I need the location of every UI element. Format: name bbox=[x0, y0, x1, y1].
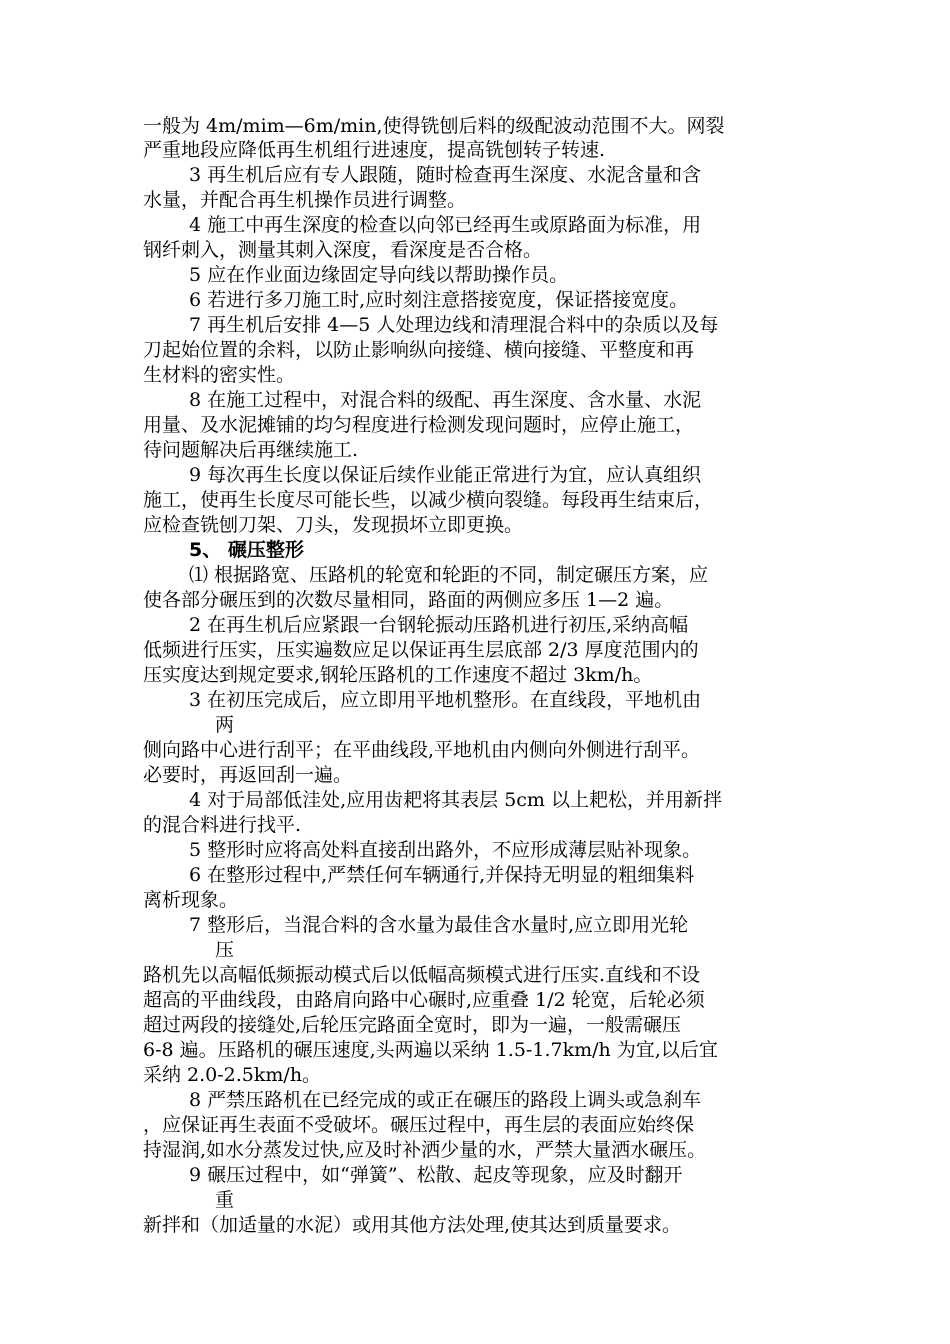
text-line: 4 对于局部低洼处,应用齿耙将其表层 5cm 以上耙松，并用新拌 bbox=[189, 789, 722, 811]
text-line: 用量、及水泥摊铺的均匀程度进行检测发现问题时，应停止施工， bbox=[143, 414, 695, 436]
text-line: 的混合料进行找平. bbox=[143, 814, 302, 836]
text-line: 3 在初压完成后，应立即用平地机整形。在直线段，平地机由 bbox=[189, 689, 702, 711]
text-line: 超高的平曲线段，由路肩向路中心碾时,应重叠 1/2 轮宽，后轮必须 bbox=[143, 989, 705, 1011]
text-line: 侧向路中心进行刮平；在平曲线段,平地机由内侧向外侧进行刮平。 bbox=[143, 739, 701, 761]
text-line: ，应保证再生表面不受破坏。碾压过程中，再生层的表面应始终保 bbox=[143, 1114, 695, 1136]
text-line: 9 碾压过程中，如“弹簧”、松散、起皮等现象，应及时翻开 bbox=[189, 1164, 683, 1186]
text-line: ⑴ 根据路宽、压路机的轮宽和轮距的不同，制定碾压方案，应 bbox=[189, 564, 709, 586]
text-line: 重 bbox=[215, 1189, 235, 1211]
text-line: 新拌和（加适量的水泥）或用其他方法处理,使其达到质量要求。 bbox=[143, 1214, 682, 1236]
text-line: 8 在施工过程中，对混合料的级配、再生深度、含水量、水泥 bbox=[189, 389, 702, 411]
text-line: 必要时，再返回刮一遍。 bbox=[143, 764, 353, 786]
text-line: 6-8 遍。压路机的碾压速度,头两遍以采纳 1.5-1.7km/h 为宜,以后宜 bbox=[143, 1039, 718, 1061]
text-line: 离析现象。 bbox=[143, 889, 239, 911]
text-line: 待问题解决后再继续施工. bbox=[143, 439, 359, 461]
text-line: 7 整形后，当混合料的含水量为最佳含水量时,应立即用光轮 bbox=[189, 914, 689, 936]
text-line: 6 若进行多刀施工时,应时刻注意搭接宽度，保证搭接宽度。 bbox=[189, 289, 689, 311]
text-line: 生材料的密实性。 bbox=[143, 364, 296, 386]
text-line: 5 整形时应将高处料直接刮出路外，不应形成薄层贴补现象。 bbox=[189, 839, 702, 861]
text-line: 采纳 2.0-2.5km/h。 bbox=[143, 1064, 322, 1086]
text-line: 严重地段应降低再生机组行进速度，提高铣刨转子转速. bbox=[143, 139, 606, 161]
section-heading: 5、 碾压整形 bbox=[189, 539, 304, 561]
text-line: 5 应在作业面边缘固定导向线以帮助操作员。 bbox=[189, 264, 569, 286]
text-line: 两 bbox=[215, 714, 235, 736]
text-line: 持湿润,如水分蒸发过快,应及时补洒少量的水，严禁大量洒水碾压。 bbox=[143, 1139, 707, 1161]
text-line: 2 在再生机后应紧跟一台钢轮振动压路机进行初压,采纳高幅 bbox=[189, 614, 689, 636]
text-line: 4 施工中再生深度的检查以向邻已经再生或原路面为标准，用 bbox=[189, 214, 702, 236]
text-line: 压 bbox=[215, 939, 235, 961]
text-line: 7 再生机后安排 4—5 人处理边线和清理混合料中的杂质以及每 bbox=[189, 314, 719, 336]
text-line: 施工，使再生长度尽可能长些，以减少横向裂缝。每段再生结束后， bbox=[143, 489, 714, 511]
text-line: 8 严禁压路机在已经完成的或正在碾压的路段上调头或急刹车 bbox=[189, 1089, 702, 1111]
text-line: 6 在整形过程中,严禁任何车辆通行,并保持无明显的粗细集料 bbox=[189, 864, 695, 886]
text-line: 压实度达到规定要求,钢轮压路机的工作速度不超过 3km/h。 bbox=[143, 664, 653, 686]
text-line: 3 再生机后应有专人跟随，随时检查再生深度、水泥含量和含 bbox=[189, 164, 702, 186]
text-line: 钢纤刺入，测量其刺入深度，看深度是否合格。 bbox=[143, 239, 543, 261]
text-line: 9 每次再生长度以保证后续作业能正常进行为宜，应认真组织 bbox=[189, 464, 702, 486]
text-line: 超过两段的接缝处,后轮压完路面全宽时，即为一遍，一般需碾压 bbox=[143, 1014, 682, 1036]
text-line: 使各部分碾压到的次数尽量相同，路面的两侧应多压 1—2 遍。 bbox=[143, 589, 674, 611]
text-line: 一般为 4m/mim—6m/min,使得铣刨后料的级配波动范围不大。网裂 bbox=[143, 115, 725, 137]
text-line: 应检查铣刨刀架、刀头，发现损坏立即更换。 bbox=[143, 514, 524, 536]
text-line: 刀起始位置的余料，以防止影响纵向接缝、横向接缝、平整度和再 bbox=[143, 339, 695, 361]
text-line: 水量，并配合再生机操作员进行调整。 bbox=[143, 189, 467, 211]
text-line: 路机先以高幅低频振动模式后以低幅高频模式进行压实.直线和不设 bbox=[143, 964, 701, 986]
text-line: 低频进行压实，压实遍数应足以保证再生层底部 2/3 厚度范围内的 bbox=[143, 639, 699, 661]
